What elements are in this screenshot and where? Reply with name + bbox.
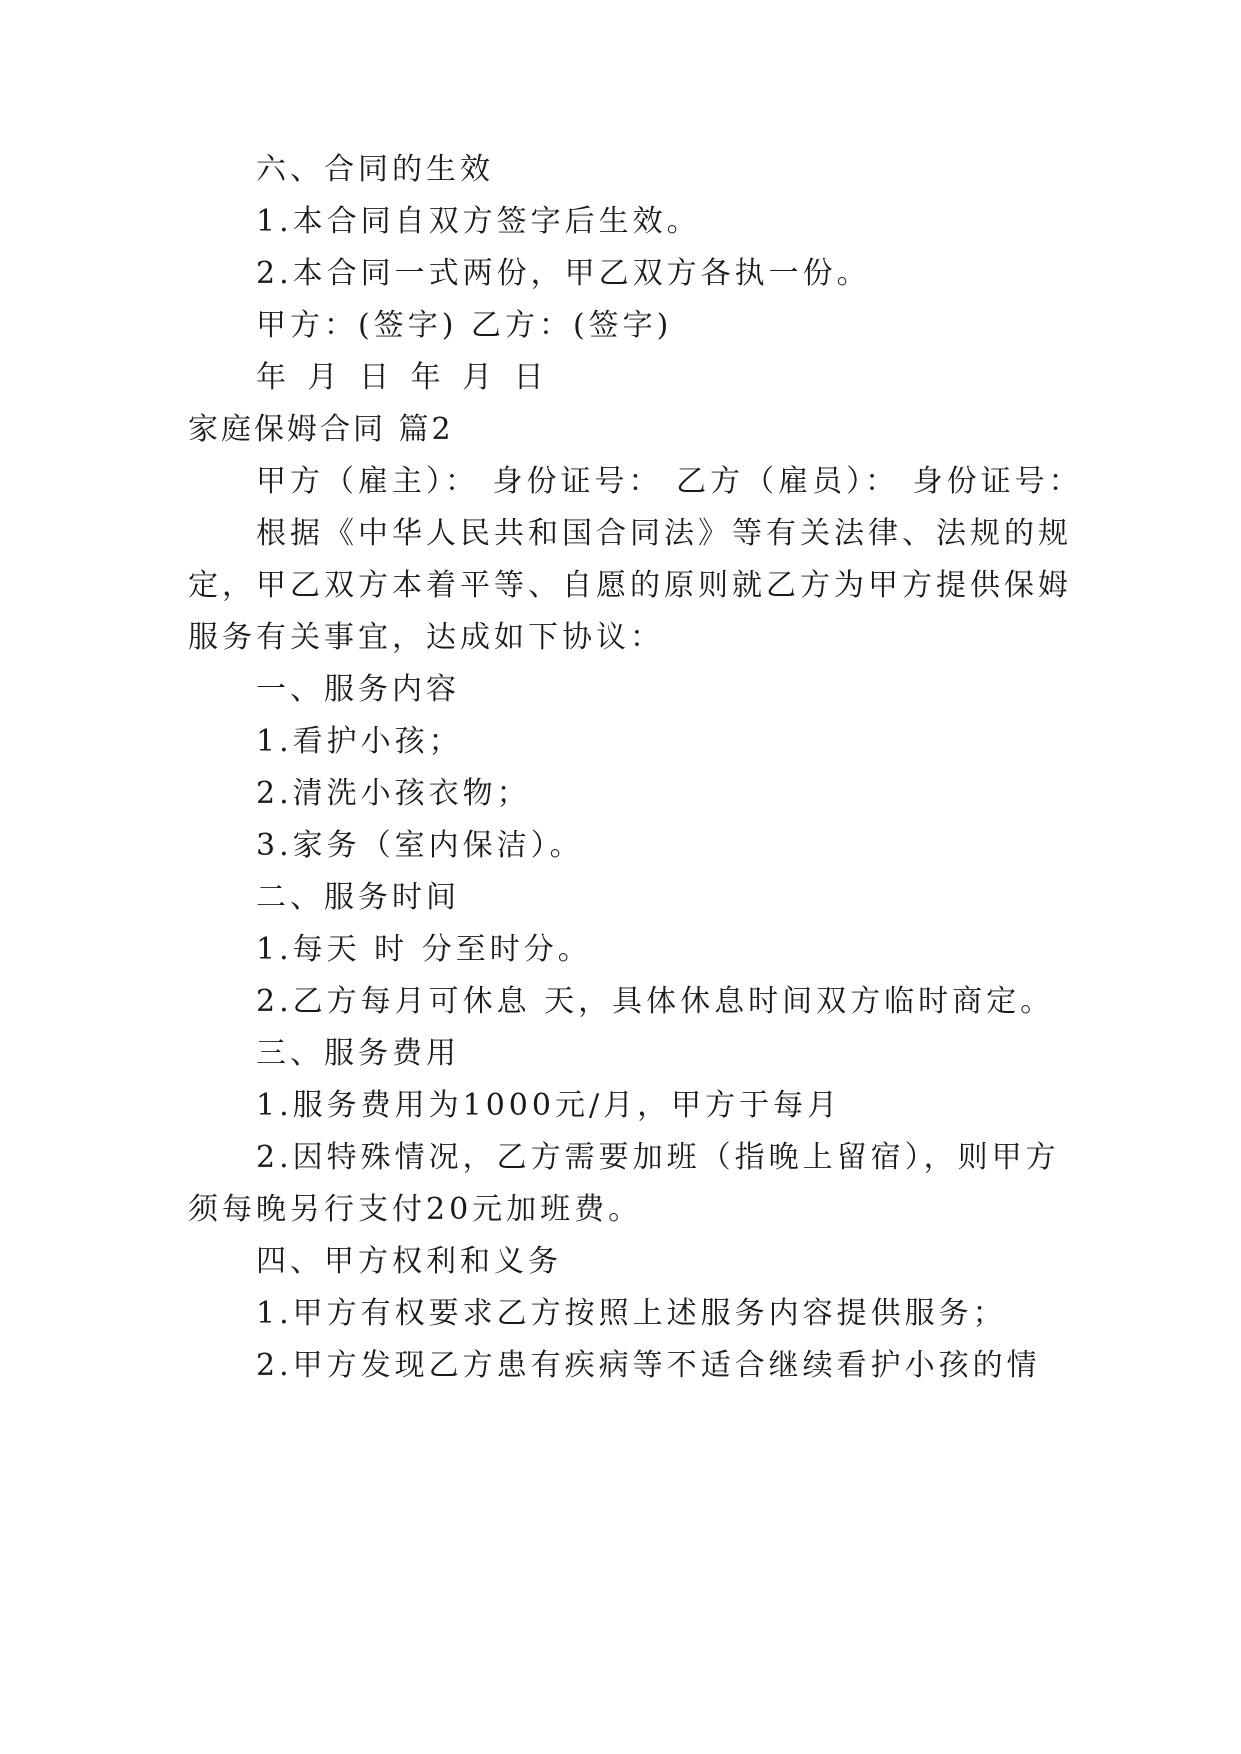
signature-line: 甲方：(签字) 乙方：(签字): [256, 308, 673, 343]
section-heading-service-fee: 三、服务费用: [256, 1036, 460, 1071]
list-item: 2.因特殊情况，乙方需要加班（指晚上留宿），则甲方: [256, 1140, 1060, 1175]
list-item: 1.甲方有权要求乙方按照上述服务内容提供服务；: [256, 1296, 1007, 1331]
paragraph-line: 定，甲乙双方本着平等、自愿的原则就乙方为甲方提供保姆: [188, 568, 1072, 603]
list-item: 2.甲方发现乙方患有疾病等不适合继续看护小孩的情: [256, 1348, 1041, 1383]
list-item: 1.服务费用为1000元/月，甲方于每月: [256, 1088, 842, 1123]
list-item: 3.家务（室内保洁）。: [256, 828, 584, 863]
paragraph-line: 须每晚另行支付20元加班费。: [188, 1192, 643, 1227]
paragraph-line: 1.本合同自双方签字后生效。: [256, 204, 701, 239]
section-heading-effect: 六、合同的生效: [256, 152, 494, 187]
paragraph-line: 服务有关事宜，达成如下协议：: [188, 620, 664, 655]
list-item: 2.乙方每月可休息 天，具体休息时间双方临时商定。: [256, 984, 1055, 1019]
document-title: 家庭保姆合同 篇2: [188, 412, 454, 447]
list-item: 2.清洗小孩衣物；: [256, 776, 531, 811]
section-heading-service-content: 一、服务内容: [256, 672, 460, 707]
list-item: 1.看护小孩；: [256, 724, 463, 759]
list-item: 1.每天 时 分至时分。: [256, 932, 592, 967]
paragraph-line: 根据《中华人民共和国合同法》等有关法律、法规的规: [256, 516, 1072, 551]
paragraph-line: 2.本合同一式两份，甲乙双方各执一份。: [256, 256, 871, 291]
party-info-line: 甲方（雇主）： 身份证号： 乙方（雇员）： 身份证号：: [256, 464, 1083, 499]
date-line: 年 月 日 年 月 日: [256, 360, 550, 395]
section-heading-party-a-rights: 四、甲方权利和义务: [256, 1244, 562, 1279]
section-heading-service-time: 二、服务时间: [256, 880, 460, 915]
